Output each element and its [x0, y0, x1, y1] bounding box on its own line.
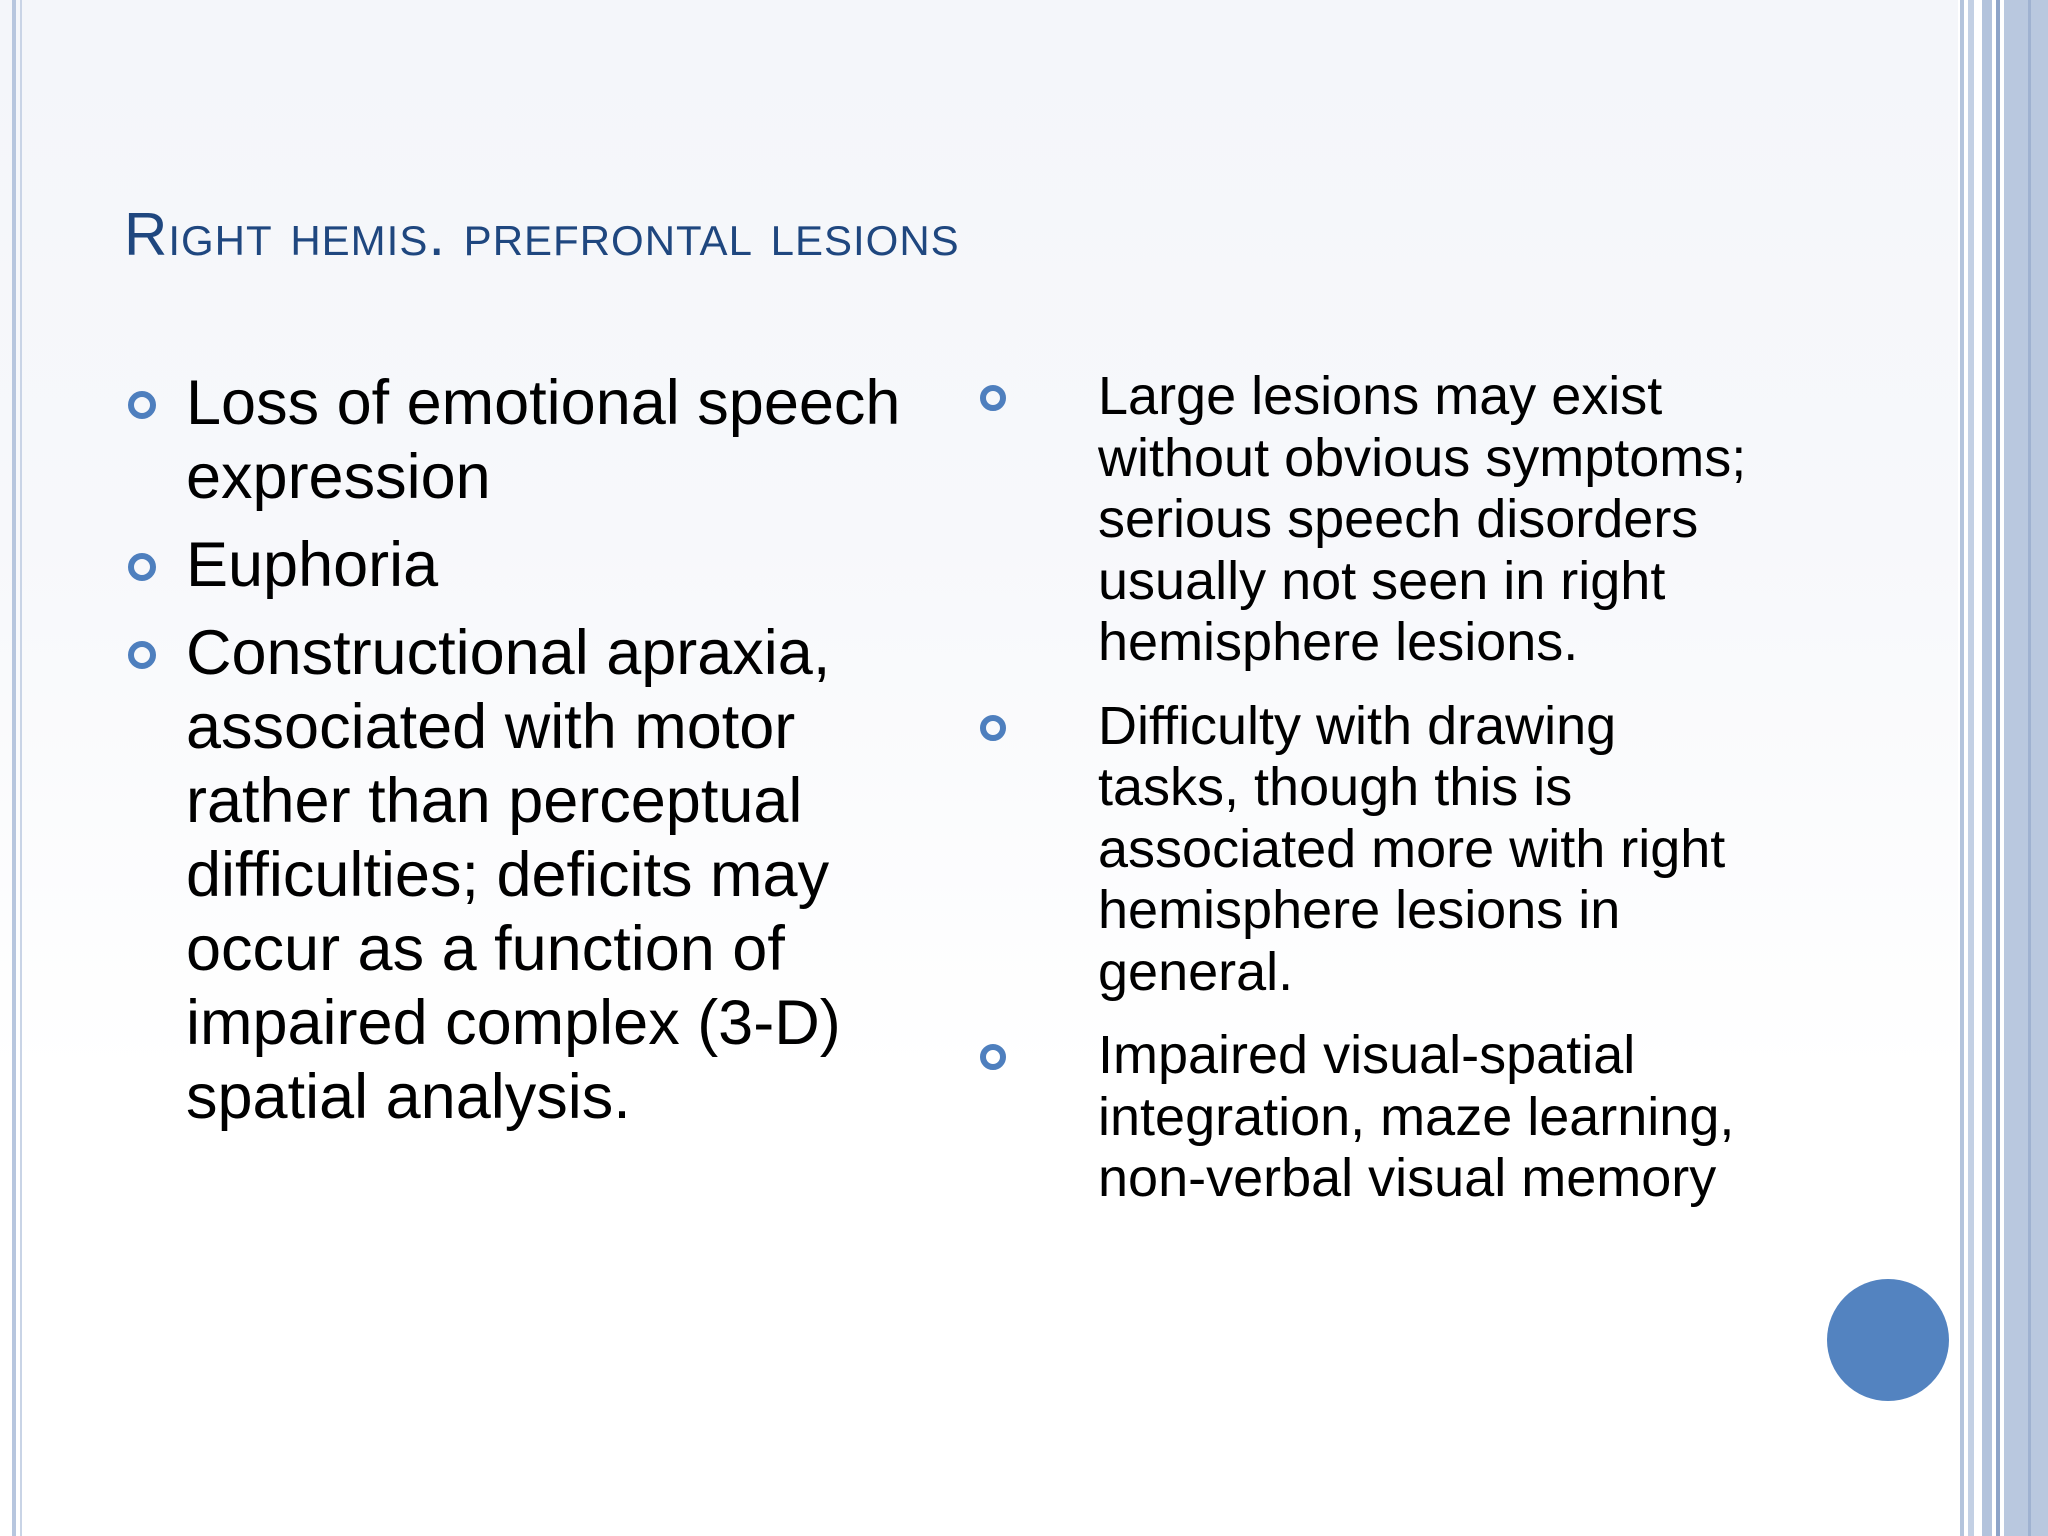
right-bullet-list — [978, 366, 1748, 1232]
list-item-text: Difficulty with drawing tasks, though this is associated more with right hemisphere lesions in general. — [1098, 695, 1726, 1002]
decorative-circle — [1827, 1279, 1949, 1401]
ring-bullet-icon — [980, 715, 1006, 741]
list-item — [978, 1025, 1748, 1210]
ring-bullet-icon — [980, 385, 1006, 411]
right-border-stripe — [1968, 0, 1974, 1536]
ring-bullet-icon — [128, 641, 156, 669]
right-border-stripe — [1982, 0, 1992, 1536]
ring-bullet-icon — [128, 553, 156, 581]
list-item — [128, 528, 928, 602]
left-bullet-list — [128, 366, 928, 1148]
ring-bullet-icon — [980, 1044, 1006, 1070]
right-border-stripe — [2004, 0, 2048, 1536]
list-item-text: Loss of emotional speech expression — [186, 368, 901, 512]
list-item-text: Euphoria — [186, 530, 439, 600]
list-item-text: Large lesions may exist without obvious symptoms; serious speech disorders usually not seen in right hemisphere lesions. — [1098, 366, 1747, 672]
left-border-line — [12, 0, 16, 1536]
right-border-stripe — [2028, 0, 2031, 1536]
ring-bullet-icon — [128, 391, 156, 419]
list-item — [128, 366, 928, 514]
right-border-stripe — [1960, 0, 1964, 1536]
right-border-stripe — [1996, 0, 2000, 1536]
list-item-text: Impaired visual-spatial integration, maze learning, non-verbal visual memory — [1098, 1025, 1735, 1208]
list-item-text: Constructional apraxia, associated with motor rather than perceptual difficulties; deficits may occur as a function of impaired complex (3-D) spatial analysis. — [186, 618, 841, 1132]
list-item — [978, 366, 1748, 674]
left-border-line-thin — [20, 0, 22, 1536]
list-item — [978, 696, 1748, 1004]
slide-title: Right hemis. prefrontal lesions — [124, 201, 960, 268]
list-item — [128, 616, 928, 1134]
